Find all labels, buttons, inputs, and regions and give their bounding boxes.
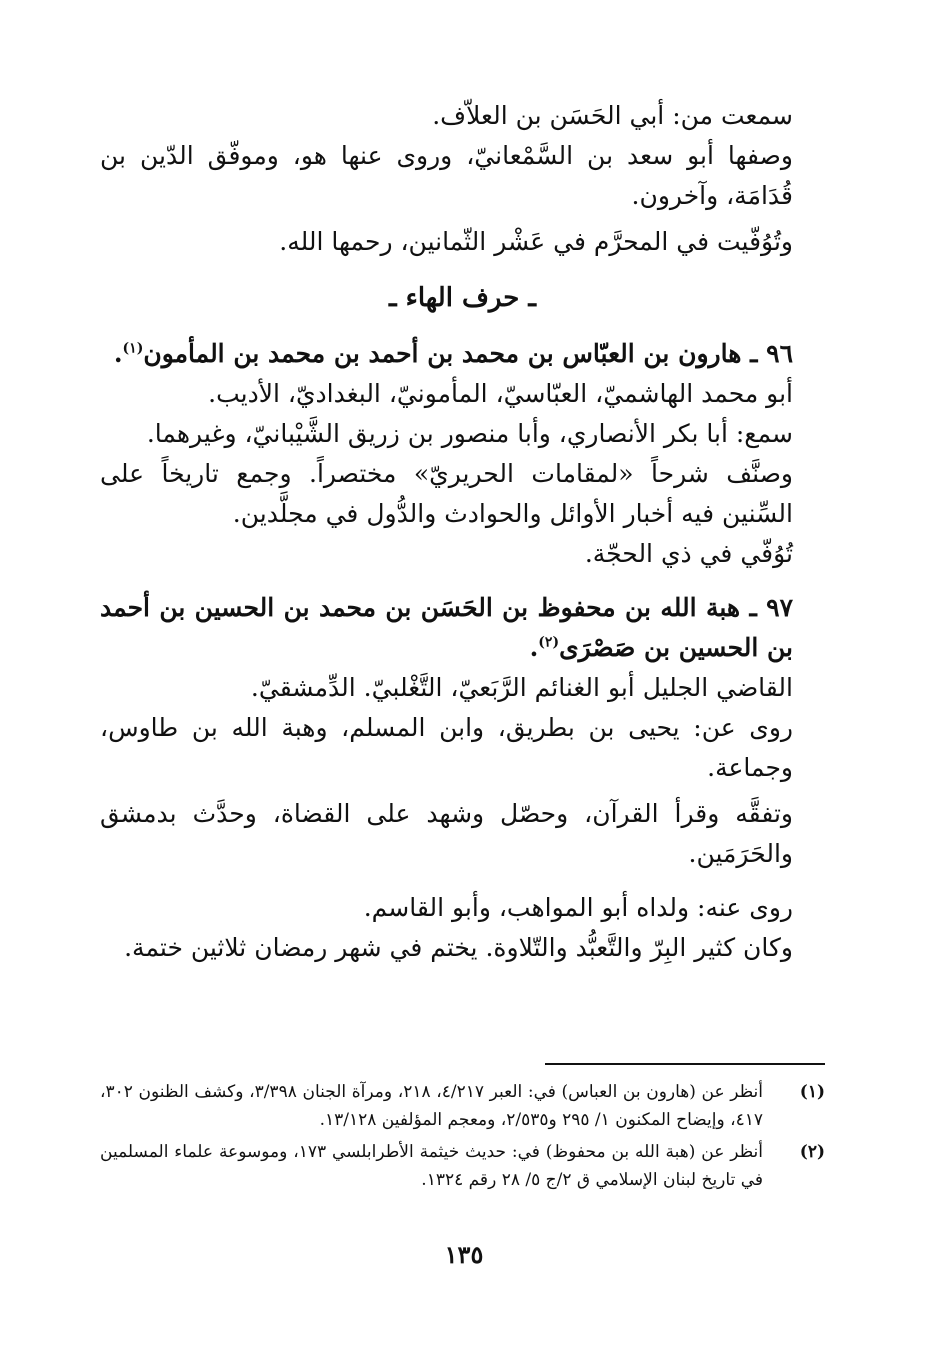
- text-line: روى عنه: ولداه أبو المواهب، وأبو القاسم.: [363, 893, 793, 922]
- text-line: أبو محمد الهاشميّ، العبّاسيّ، المأمونيّ، البغداديّ، الأديب.: [208, 379, 793, 408]
- text-paragraph: وصنَّف شرحاً «لمقامات الحريريّ» مختصراً. وجمع تاريخاً على السِّنين فيه أخبار الأوائل والحوادث والدُّول في مجلَّدين.: [100, 459, 794, 528]
- text-line: سمع: أبا بكر الأنصاري، وأبا منصور بن زريق الشَّيْبانيّ، وغيرهما.: [146, 419, 793, 448]
- entry-title-end: .: [529, 633, 539, 662]
- entry-title-end: .: [113, 339, 123, 368]
- footnote-text: أنظر عن (هبة الله بن محفوظ) في: حديث خيثمة الأطرابلسي ١٧٣، وموسوعة علماء المسلمين في تاريخ لبنان الإسلامي ق ٢/ج ٥/ ٢٨ رقم ١٣٢٤.: [100, 1142, 763, 1190]
- text-paragraph: وتفقَّه وقرأ القرآن، وحصّل وشهد على القضاة، وحدَّث بدمشق والحَرَمَين.: [100, 799, 793, 868]
- text-line: القاضي الجليل أبو الغنائم الرَّبَعيّ، التَّغْلبيّ. الدِّمشقيّ.: [250, 673, 793, 702]
- footnote-ref: (٢): [538, 634, 560, 651]
- entry-title-96: [100, 334, 825, 374]
- footnote-number: (٢): [799, 1142, 825, 1162]
- footnote-number: (١): [799, 1082, 825, 1102]
- page-number: ١٣٥: [444, 1240, 484, 1269]
- entry-title-text: ٩٧ ـ هبة الله بن محفوظ بن الحَسَن بن محمد بن الحسين بن أحمد بن الحسين بن صَصْرَى: [100, 593, 793, 662]
- text-line: سمعت من: أبي الحَسَن بن العلاّف.: [432, 101, 793, 130]
- footnote: [100, 1138, 825, 1194]
- text-line: تُوُفّي في ذي الحجّة.: [584, 539, 793, 568]
- main-text: [100, 96, 825, 968]
- footnote: [100, 1078, 825, 1134]
- section-heading: ـ حرف الهاء ـ: [388, 283, 537, 313]
- text-line: وتُوُفّيت في المحرَّم في عَشْر الثّمانين، رحمها الله.: [279, 227, 793, 256]
- text-paragraph: وصفها أبو سعد بن السَّمْعانيّ، وروى عنها هو، وموفّق الدّين بن قُدَامَة، وآخرون.: [100, 141, 793, 210]
- text-paragraph: روى عن: يحيى بن بطريق، وابن المسلم، وهبة الله بن طاوس، وجماعة.: [100, 713, 793, 782]
- entry-title-text: ٩٦ ـ هارون بن العبّاس بن محمد بن أحمد بن محمد بن المأمون: [143, 339, 793, 368]
- footnote-ref: (١): [122, 340, 144, 357]
- footnotes: [100, 1078, 825, 1198]
- entry-title-97: [100, 588, 825, 668]
- footnote-text: أنظر عن (هارون بن العباس) في: العبر ٤/٢١٧، ٢١٨، ومرآة الجنان ٣/٣٩٨، وكشف الظنون ٣٠٢، ٤١٧، وإيضاح المكنون ١/ ٢٩٥ و٢/٥٣٥، ومعجم المؤلفين ١٣/١٢٨.: [100, 1082, 763, 1130]
- footnote-divider: [545, 1063, 825, 1065]
- text-line: وكان كثير البِرّ والتَّعبُّد والتّلاوة. يختم في شهر رمضان ثلاثين ختمة.: [124, 933, 793, 962]
